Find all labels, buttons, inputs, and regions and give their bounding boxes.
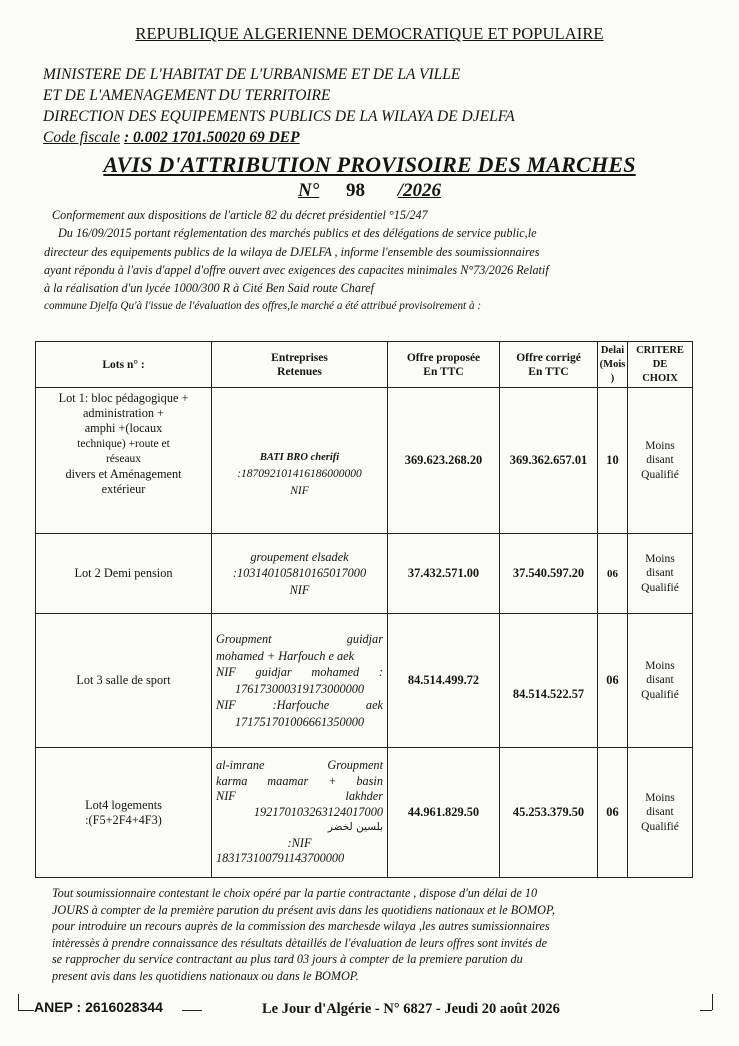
fiscal-code-label: Code fiscale: [43, 129, 121, 146]
notice-number: [0, 180, 739, 202]
footer-border-left: [18, 994, 19, 1010]
delay-cell: 06: [598, 614, 628, 748]
fiscal-code-value: : 0.002 1701.50020 69 DEP: [123, 129, 300, 146]
table-row: [36, 614, 693, 748]
publication-reference: Le Jour d'Algérie - N° 6827 - Jeudi 20 août 2026: [262, 1001, 560, 1017]
closing-paragraph: [52, 885, 700, 985]
intro-line: directeur des equipements publics de la wilaya de DJELFA , informe l'ensemble des soumissionnaires: [44, 244, 540, 259]
ministry-block: [43, 64, 723, 148]
table-header-row: [36, 342, 693, 388]
criteria-cell: Moins disant Qualifié: [628, 748, 693, 878]
offer-cell: 369.623.268.20: [388, 388, 500, 534]
criteria-cell: Moins disant Qualifié: [628, 388, 693, 534]
notice-number-value: 98: [346, 180, 366, 201]
footer-rule-mid: [182, 1010, 202, 1011]
closing-line: se rapprocher du service contractant au plus tard 03 jours à compter de la premiere parution du: [52, 952, 523, 967]
criteria-cell: Moins disant Qualifié: [628, 534, 693, 614]
intro-line: Conformement aux dispositions de l'article 82 du décret présidentiel °15/247: [52, 208, 428, 222]
ministry-line: MINISTERE DE L'HABITAT DE L'URBANISME ET DE LA VILLE: [43, 66, 461, 83]
closing-line: present avis dans les quotidiens nationaux ou dans le BOMOP.: [52, 968, 359, 983]
intro-line: ayant répondu à l'avis d'appel d'offre ouvert avec exigences des capacites minimales N°73/2026 Relatif: [44, 262, 549, 277]
intro-line: commune Djelfa Qu'à l'issue de l'évaluation des offres,le marché a été attribué provisoirement à :: [44, 300, 482, 313]
footer-rule-right: [700, 1010, 712, 1011]
lot-cell: Lot 3 salle de sport: [36, 614, 212, 748]
enterprise-cell: BATI BRO cherifi :187092101416186000000 NIF: [212, 388, 388, 534]
offer-cell: 37.432.571.00: [388, 534, 500, 614]
intro-line: Du 16/09/2015 portant réglementation des marchés publics et des délégations de service public,le: [58, 226, 537, 241]
delay-cell: 10: [598, 388, 628, 534]
header-corrected-offer: Offre corrigé En TTC: [500, 342, 598, 388]
attribution-table: [35, 341, 693, 878]
enterprise-cell: groupement elsadek :103140105810165017000 NIF: [212, 534, 388, 614]
table-row: [36, 388, 693, 534]
corrected-offer-cell: 369.362.657.01: [500, 388, 598, 534]
notice-title: AVIS D'ATTRIBUTION PROVISOIRE DES MARCHES: [103, 152, 636, 177]
footer-border-right: [712, 994, 713, 1010]
closing-line: Tout soumissionnaire contestant le choix opéré par la partie contractante , dispose d'un délai de 10: [52, 886, 538, 900]
header-criteria: CRITERE DE CHOIX: [628, 342, 693, 388]
lot-cell: Lot 2 Demi pension: [36, 534, 212, 614]
anep-reference: ANEP : 2616028344: [34, 999, 163, 1015]
notice-number-prefix: N°: [297, 180, 320, 201]
header-lots: Lots n° :: [36, 342, 212, 388]
intro-line: à la réalisation d'un lycée 1000/300 R à Cité Ben Said route Charef: [44, 281, 375, 296]
ministry-line: ET DE L'AMENAGEMENT DU TERRITOIRE: [43, 87, 331, 104]
header-enterprises: Entreprises Retenues: [212, 342, 388, 388]
corrected-offer-cell: 37.540.597.20: [500, 534, 598, 614]
table-row: [36, 748, 693, 878]
header-offer: Offre proposée En TTC: [388, 342, 500, 388]
criteria-cell: Moins disant Qualifié: [628, 614, 693, 748]
corrected-offer-cell: 45.253.379.50: [500, 748, 598, 878]
lot-cell: Lot4 logements :(F5+2F4+4F3): [36, 748, 212, 878]
table-row: [36, 534, 693, 614]
header-delay: Delai (Mois ): [598, 342, 628, 388]
enterprise-cell: al-imrane Groupment karma maamar + basin NIF lakhder 192170103263124017000 بلسين لخضر :NIF 183173100791143700000: [212, 748, 388, 878]
notice-number-year: /2026: [397, 180, 442, 201]
offer-cell: 84.514.499.72: [388, 614, 500, 748]
offer-cell: 44.961.829.50: [388, 748, 500, 878]
republic-heading: REPUBLIQUE ALGERIENNE DEMOCRATIQUE ET POPULAIRE: [135, 24, 604, 43]
delay-cell: 06: [598, 534, 628, 614]
corrected-offer-cell: 84.514.522.57: [500, 614, 598, 748]
closing-line: pour introduire un recours auprès de la commission des marchesde wilaya ,les autres sumissionnaires: [52, 919, 550, 934]
intro-paragraph: [44, 206, 696, 316]
enterprise-cell: Groupment guidjar mohamed + Harfouch e aek NIF guidjar mohamed : 176173000319173000000 NIF :Harfouche aek 171751701006661350000: [212, 614, 388, 748]
footer-rule-left: [18, 1010, 34, 1011]
fiscal-code: [43, 127, 723, 148]
ministry-line: DIRECTION DES EQUIPEMENTS PUBLICS DE LA WILAYA DE DJELFA: [43, 108, 515, 125]
closing-line: JOURS à compter de la première parution du présent avis dans les quotidiens nationaux et le BOMOP,: [52, 902, 555, 917]
closing-line: intèressès à prendre connaissance des résultats dètaillés de l'évaluation de leurs offres sont invités de: [52, 935, 547, 950]
lot-cell: Lot 1: bloc pédagogique + administration + amphi +(locaux technique) +route et réseaux divers et Aménagement extérieur: [36, 388, 212, 534]
delay-cell: 06: [598, 748, 628, 878]
